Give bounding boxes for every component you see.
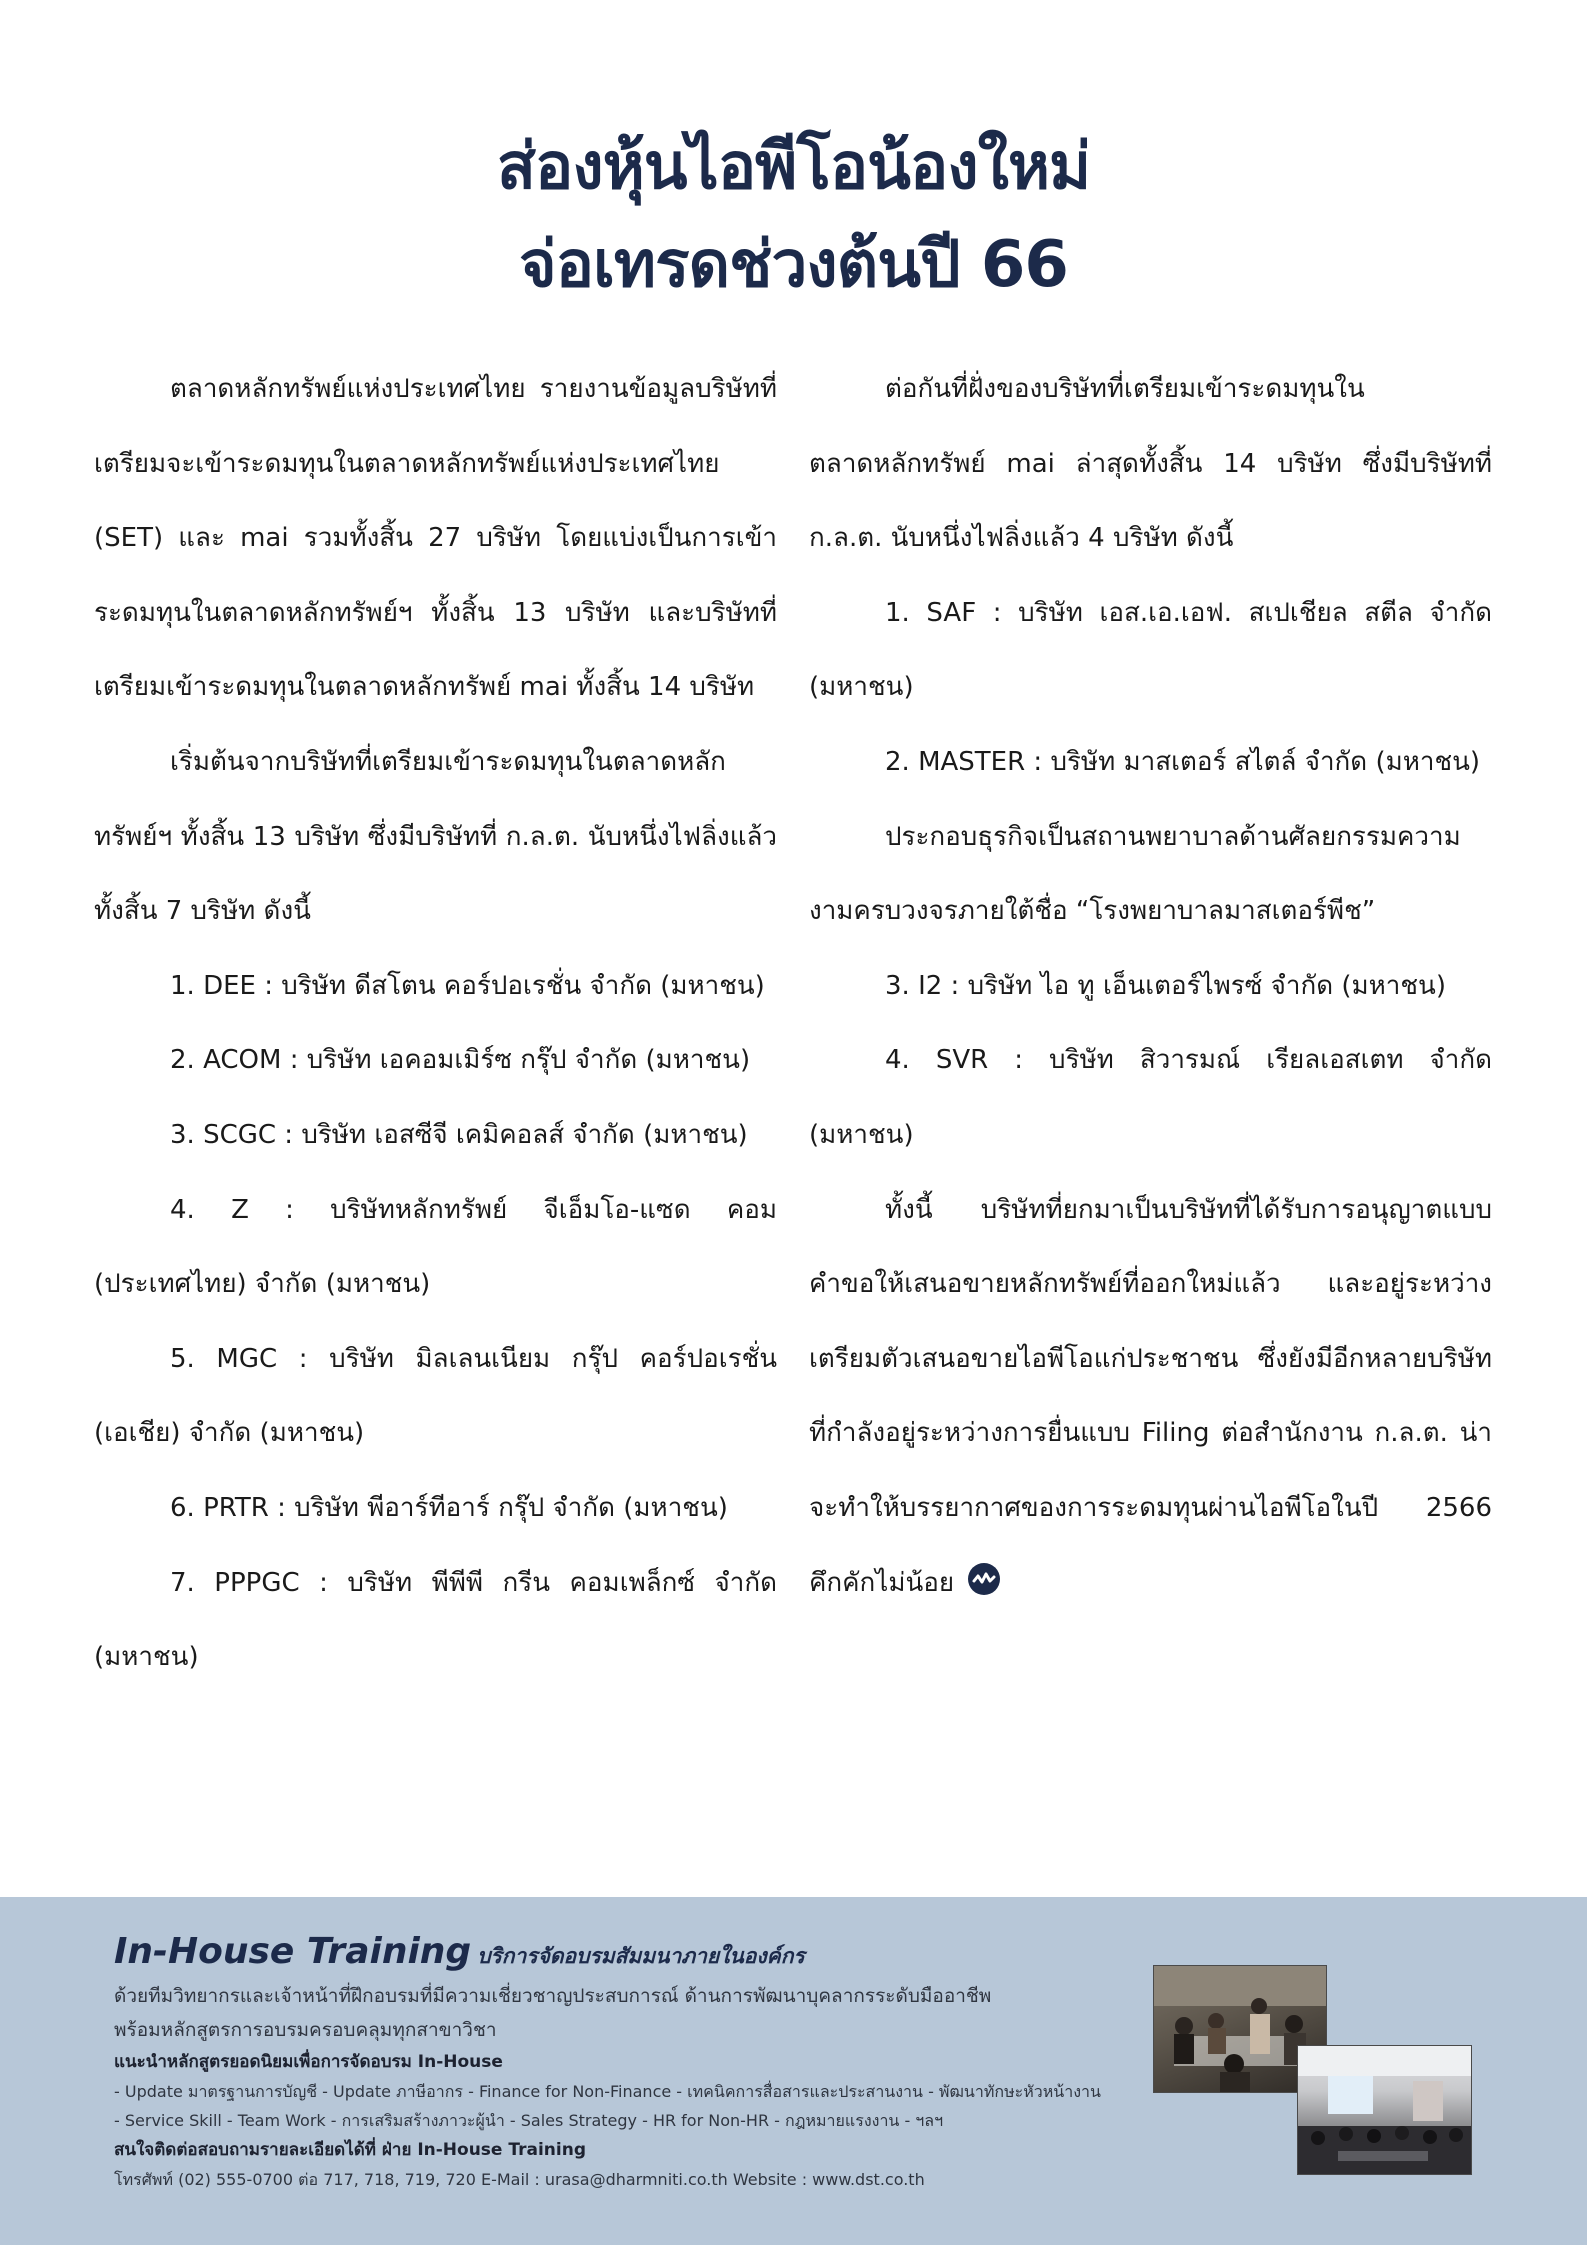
set-company-item: 1. DEE : บริษัท ดีสโตน คอร์ปอเรชั่น จำกัด (มหาชน) [170,970,765,1001]
mai-company-item: 4. SVR : บริษัท สิวารมณ์ เรียลเอสเตท จำกัด (มหาชน) [809,1045,1492,1150]
contact-title: สนใจติดต่อสอบถามรายละเอียดได้ที่ ฝ่าย In-House Training [114,2140,586,2160]
closing-paragraph [809,1173,1492,1621]
set-company-item: 3. SCGC : บริษัท เอสซีจี เคมิคอลส์ จำกัด (มหาชน) [170,1119,748,1150]
set-company-item: 7. PPPGC : บริษัท พีพีพี กรีน คอมเพล็กซ์ จำกัด (มหาชน) [94,1567,777,1673]
mai-company-item: 2. MASTER : บริษัท มาสเตอร์ สไตล์ จำกัด (มหาชน) [885,746,1481,777]
mai-company-item: 1. SAF : บริษัท เอส.เอ.เอฟ. สเปเชียล สตีล จำกัด (มหาชน) [809,597,1492,703]
banner-text [114,1931,1134,2194]
banner-heading-sub: บริการจัดอบรมสัมมนาภายในองค์กร [477,1944,805,1968]
set-company-item: 4. Z : บริษัทหลักทรัพย์ จีเอ็มโอ-แซด คอม (ประเทศไทย) จำกัด (มหาชน) [94,1194,777,1300]
left-column [94,352,777,1695]
recommended-courses-title: แนะนำหลักสูตรยอดนิยมเพื่อการจัดอบรม In-House [114,2052,503,2072]
set-company-item: 6. PRTR : บริษัท พีอาร์ทีอาร์ กรุ๊ป จำกัด (มหาชน) [170,1492,728,1523]
end-of-article-icon [968,1563,1000,1595]
training-photo-seminar [1297,2045,1472,2175]
banner-description [114,1979,1134,2047]
mai-intro-paragraph: ต่อกันที่ฝั่งของบริษัทที่เตรียมเข้าระดมทุนในตลาดหลักทรัพย์ mai ล่าสุดทั้งสิ้น 14 บริษัท ซึ่งมีบริษัทที่ ก.ล.ต. นับหนึ่งไฟลิ่งแล้ว 4 บริษัท ดังนี้ [809,374,1492,554]
banner-description-line: ด้วยทีมวิทยากรและเจ้าหน้าที่ฝึกอบรมที่มีความเชี่ยวชาญประสบการณ์ ด้านการพัฒนาบุคลากรระดับมืออาชีพ [114,1985,992,2007]
closing-text: ทั้งนี้ บริษัทที่ยกมาเป็นบริษัทที่ได้รับการอนุญาตแบบคำขอให้เสนอขายหลักทรัพย์ที่ออกใหม่แล้ว และอยู่ระหว่างเตรียมตัวเสนอขายไอพีโอแก่ประชาชน ซึ่งยังมีอีกหลายบริษัทที่กำลังอยู่ระหว่างการยื่นแบบ Filing ต่อสำนักงาน ก.ล.ต. น่าจะทำให้บรรยากาศของการระดมทุนผ่านไอพีโอในปี 2566 คึกคักไม่น้อย [809,1194,1492,1598]
courses-list-line: - Service Skill - Team Work - การเสริมสร้างภาวะผู้นำ - Sales Strategy - HR for Non-HR - กฎหมายแรงงาน - ฯลฯ [114,2111,944,2130]
courses-list-line: - Update มาตรฐานการบัญชี - Update ภาษีอากร - Finance for Non-Finance - เทคนิคการสื่อสารและประสานงาน - พัฒนาทักษะหัวหน้างาน [114,2082,1101,2101]
set-intro-paragraph: เริ่มต้นจากบริษัทที่เตรียมเข้าระดมทุนในตลาดหลักทรัพย์ฯ ทั้งสิ้น 13 บริษัท ซึ่งมีบริษัทที่ ก.ล.ต. นับหนึ่งไฟลิ่งแล้วทั้งสิ้น 7 บริษัท ดังนี้ [94,746,777,927]
title-line-2: จ่อเทรดช่วงต้นปี 66 [519,228,1068,302]
article-title [0,118,1587,314]
mai-company-description: ประกอบธุรกิจเป็นสถานพยาบาลด้านศัลยกรรมความงามครบวงจรภายใต้ชื่อ “โรงพยาบาลมาสเตอร์พีช” [809,821,1461,927]
set-company-item: 5. MGC : บริษัท มิลเลนเนียม กรุ๊ป คอร์ปอเรชั่น (เอเชีย) จำกัด (มหาชน) [94,1343,777,1449]
banner-description-line: พร้อมหลักสูตรการอบรมครอบคลุมทุกสาขาวิชา [114,2019,497,2041]
right-column [809,352,1492,1620]
intro-paragraph: ตลาดหลักทรัพย์แห่งประเทศไทย รายงานข้อมูลบริษัทที่เตรียมจะเข้าระดมทุนในตลาดหลักทรัพย์แห่งประเทศไทย (SET) และ mai รวมทั้งสิ้น 27 บริษัท โดยแบ่งเป็นการเข้าระดมทุนในตลาดหลักทรัพย์ฯ ทั้งสิ้น 13 บริษัท และบริษัทที่เตรียมเข้าระดมทุนในตลาดหลักทรัพย์ mai ทั้งสิ้น 14 บริษัท [94,374,777,703]
title-line-1: ส่องหุ้นไอพีโอน้องใหม่ [496,130,1091,204]
set-company-item: 2. ACOM : บริษัท เอคอมเมิร์ซ กรุ๊ป จำกัด (มหาชน) [170,1045,751,1076]
mai-company-item: 3. I2 : บริษัท ไอ ทู เอ็นเตอร์ไพรซ์ จำกัด (มหาชน) [885,970,1446,1001]
in-house-training-banner [0,1897,1587,2245]
banner-heading [114,1931,1134,1973]
contact-info: โทรศัพท์ (02) 555-0700 ต่อ 717, 718, 719, 720 E-Mail : urasa@dharmniti.co.th Website : www.dst.co.th [114,2170,925,2189]
banner-heading-main: In-House Training [114,1931,472,1972]
